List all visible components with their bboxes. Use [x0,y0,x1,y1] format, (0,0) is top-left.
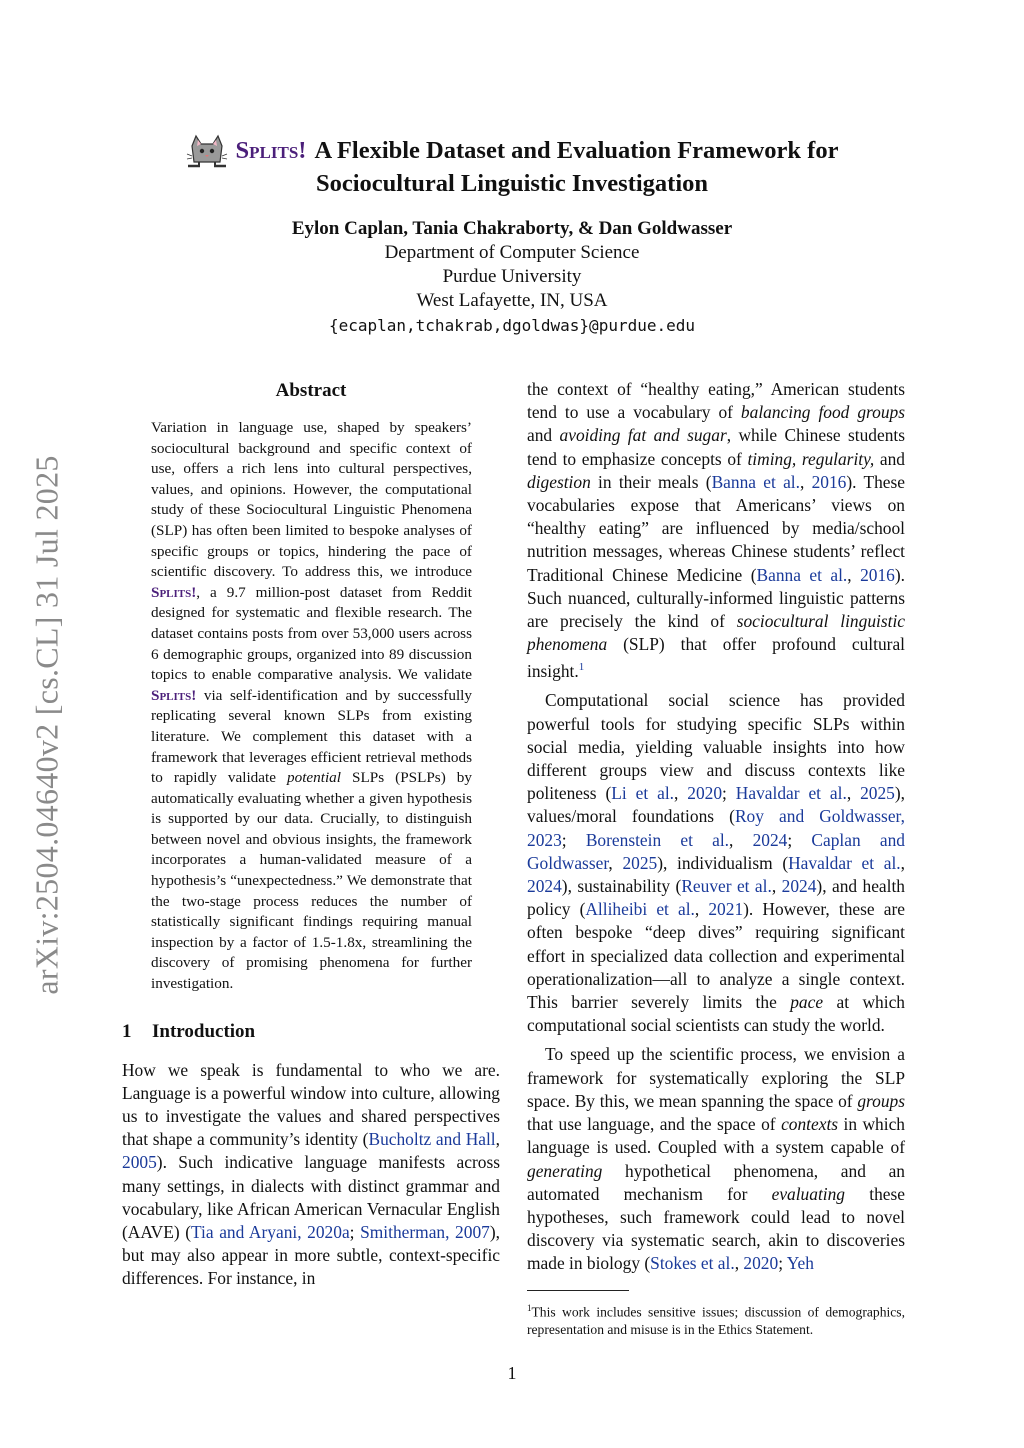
citation-link[interactable]: 2024 [527,876,562,897]
author-location: West Lafayette, IN, USA [416,290,608,311]
footnote-text: This work includes sensitive issues; discussion of demographics, representation and misuse is in the Ethics Statement. [527,1304,905,1338]
body-paragraph: the context of “healthy eating,” American students tend to use a vocabulary of balancing food groups and avoiding fat and sugar, while Chinese students tend to emphasize concepts of timing, regularity, and digestion in their meals (Banna et al., 2016). These vocabularies expose that Americans’ views on “healthy eating” are influenced by media/school nutrition messages, whereas Chinese students’ reflect Traditional Chinese Medicine (Banna et al., 2016). Such nuanced, culturally-informed linguistic patterns are precisely the kind of sociocultural linguistic phenomena (SLP) that offer profound cultural insight.$^1$ [527,379,906,682]
cat-logo-icon [186,132,228,168]
citation-link[interactable]: Li et al. [611,783,674,804]
section-heading [122,1019,500,1045]
brand-splits: Splits! [151,686,197,704]
paper-title [120,132,904,199]
author-email: {ecaplan,tchakrab,dgoldwas}@purdue.edu [328,316,696,335]
footnote-number: 1 [527,1302,532,1313]
citation-link[interactable]: 2024 [781,876,817,897]
intro-paragraph: How we speak is fundamental to who we are. Language is a powerful window into culture, allowing us to investigate the values and shared perspectives that shape a community’s identity (Bucholtz and Hall, 2005). Such indicative language manifests across many settings, in dialects with distinct grammar and vocabulary, like African American Vernacular English (AAVE) (Tia and Aryani, 2020a; Smitherman, 2007), but may also appear in more subtle, context-specific differences. For instance, in [122,1059,500,1289]
footnote-marker[interactable]: 1 [578,661,585,674]
body-paragraph: Computational social science has provided powerful tools for studying specific SLPs within social media, yielding valuable insights into how different groups view and discuss contexts like politeness (Li et al., 2020; Havaldar et al., 2025), values/moral foundations (Roy and Goldwasser, 2023; Borenstein et al., 2024; Caplan and Goldwasser, 2025), individualism (Havaldar et al., 2024), sustainability (Reuver et al., 2024), and health policy (Alliheibi et al., 2021). However, these are often bespoke “deep dives” requiring significant effort in specialized data collection and experimental operationalization—all to analyze a single context. This barrier severely limits the pace at which computational social scientists can study the world. [527,690,905,1036]
citation-link[interactable]: 2020 [687,783,723,804]
citation-link[interactable]: 2020 [743,1253,779,1274]
author-university: Purdue University [442,266,582,287]
citation-link[interactable]: 2016 [860,564,895,585]
arxiv-identifier-text: arXiv:2504.04640v2 [cs.CL] 31 Jul 2025 [28,455,65,995]
author-department: Department of Computer Science [384,242,640,263]
citation-link[interactable]: 2005 [122,1152,157,1173]
citation-link[interactable]: Yeh [786,1253,814,1274]
title-text-1: A Flexible Dataset and Evaluation Framework for [314,136,839,164]
citation-link[interactable]: Smitherman, 2007 [360,1222,490,1243]
citation-link[interactable]: Reuver et al. [681,876,772,897]
citation-link[interactable]: 2016 [811,471,847,492]
left-column [122,378,500,1291]
section-number: 1 [122,1020,132,1042]
body-paragraph: To speed up the scientific process, we envision a framework for systematically exploring the SLP space. By this, we mean spanning the space of groups that use language, and the space of contexts in which language is used. Coupled with a system capable of generating hypothetical phenomena, and an automated mechanism for evaluating these hypotheses, such framework could lead to novel discovery via systematic search, akin to discoveries made in biology (Stokes et al., 2020; Yeh [527,1044,905,1274]
abstract-heading: Abstract [275,380,347,401]
page-number: 1 [507,1363,517,1383]
citation-link[interactable]: Havaldar et al. [735,783,847,804]
section-title: Introduction [152,1020,256,1042]
brand-splits: Splits! [235,136,307,164]
author-names: Eylon Caplan, Tania Chakraborty, & Dan Goldwasser [291,218,733,239]
citation-link[interactable]: Caplan and Goldwasser [527,829,905,873]
citation-link[interactable]: Banna et al. [756,564,848,585]
title-line-1 [120,132,904,168]
citation-link[interactable]: 2021 [708,899,744,920]
citation-link[interactable]: Banna et al. [711,471,800,492]
citation-link[interactable]: Borenstein et al. [585,829,730,850]
right-column [527,378,905,1339]
citation-link[interactable]: 2024 [752,829,788,850]
arxiv-identifier [30,430,64,1020]
citation-link[interactable]: Stokes et al. [650,1253,735,1274]
footnote [527,1299,905,1340]
citation-link[interactable]: 2025 [622,852,658,873]
citation-link[interactable]: Roy and Goldwasser, 2023 [527,806,905,850]
abstract-text: Variation in language use, shaped by speakers’ sociocultural background and specific context of use, offers a rich lens into cultural perspectives, values, and opinions. However, the computational study of these Sociocultural Linguistic Phenomena (SLP) has often been limited to bespoke analyses of specific groups or topics, hindering the pace of scientific discovery. To address this, we introduce Splits!, a 9.7 million-post dataset from Reddit designed for systematic and flexible research. The dataset contains posts from over 53,000 users across 6 demographic groups, organized into 89 discussion topics to enable comparative analysis. We validate Splits! via self-identification and by successfully replicating several known SLPs from existing literature. We complement this dataset with a framework that leverages efficient retrieval methods to rapidly validate potential SLPs (PSLPs) by automatically evaluating whether a given hypothesis is supported by our data. Crucially, to distinguish between novel and obvious insights, the framework incorporates a human-validated measure of a hypothesis’s “unexpectedness.” We demonstrate that the two-stage process reduces the number of statistically significant findings requiring manual inspection by a factor of 1.5-1.8x, streamlining the discovery of promising phenomena for further investigation. [151,419,472,993]
citation-link[interactable]: Alliheibi et al. [585,899,695,920]
citation-link[interactable]: Tia and Aryani, 2020a [191,1222,350,1243]
citation-link[interactable]: 2025 [860,783,895,804]
footnote-divider [527,1290,629,1291]
citation-link[interactable]: Bucholtz and Hall [368,1129,496,1150]
title-line-2: Sociocultural Linguistic Investigation [315,170,709,197]
citation-link[interactable]: Havaldar et al. [788,852,901,873]
brand-splits: Splits! [151,583,197,601]
author-block [120,216,904,339]
